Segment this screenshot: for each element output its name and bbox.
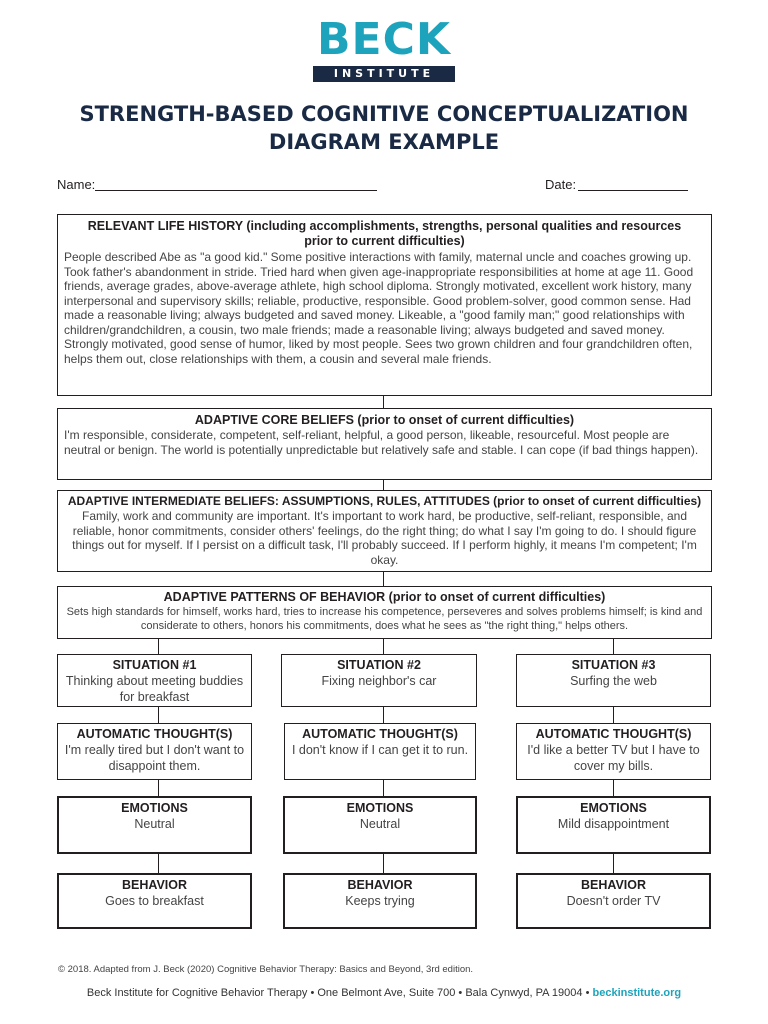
emotion-box-2 [283, 796, 477, 854]
behavior-box-3 [516, 873, 711, 929]
footer-address-line [40, 987, 728, 999]
logo-institute-bar: INSTITUTE [313, 66, 455, 82]
copyright-note: © 2018. Adapted from J. Beck (2020) Cognitive Behavior Therapy: Basics and Beyond, 3rd edition. [58, 964, 474, 975]
thought-heading: AUTOMATIC THOUGHT(S) [535, 727, 692, 741]
connector [613, 639, 614, 654]
situation-box-3 [516, 654, 711, 707]
life-history-heading-1: RELEVANT LIFE HISTORY (including accomplishments, strengths, personal qualities and resources [87, 219, 682, 233]
life-history-body: People described Abe as "a good kid." Some positive interactions with family, maternal uncle and coaches growing up. Took father's abandonment in stride. Tried hard when given age-inappropriate responsibilities at home at age 11. Good friends, average grades, above-average athlete, high school diploma. Strongly motivated, excellent work history, many interpersonal and supervisory skills; reliable, productive, responsible. Good problem-solver, good common sense. Had made a reasonable living; always budgeted and saved money. Likeable, a "good family man;" good relationships with children/grandchildren, a cousin, two male friends; made a reasonable living; always budgeted and saved money. Strongly motivated, good sense of humor, liked by most people. Sees two grown children and four grandchildren often, helps them out, close relationships with them, a cousin and several male friends. [64, 250, 694, 366]
thought-text: I'm really tired but I don't want to disappoint them. [64, 743, 245, 773]
core-beliefs-box [57, 408, 712, 480]
patterns-body: Sets high standards for himself, works hard, tries to increase his competence, perseveres and solves problems himself; is kind and considerate to others, honors his commitments, does what he sees as "the right thing," helps others. [66, 606, 703, 632]
thought-box-2 [284, 723, 476, 780]
thought-text: I'd like a better TV but I have to cover my bills. [527, 743, 700, 773]
behavior-heading: BEHAVIOR [347, 878, 413, 892]
core-beliefs-heading: ADAPTIVE CORE BELIEFS (prior to onset of current difficulties) [194, 413, 575, 427]
emotion-box-3 [516, 796, 711, 854]
behavior-box-1 [57, 873, 252, 929]
connector [158, 639, 159, 654]
patterns-box [57, 586, 712, 639]
connector [383, 854, 384, 873]
behavior-text: Goes to breakfast [105, 894, 204, 908]
date-label: Date: [545, 177, 577, 192]
thought-text: I don't know if I can get it to run. [291, 743, 469, 757]
connector [383, 480, 384, 490]
connector [383, 572, 384, 586]
emotion-text: Neutral [359, 817, 401, 831]
intermediate-beliefs-box [57, 490, 712, 572]
behavior-text: Doesn't order TV [566, 894, 661, 908]
connector [158, 707, 159, 723]
emotion-heading: EMOTIONS [346, 801, 414, 815]
behavior-text: Keeps trying [345, 894, 415, 908]
intermediate-beliefs-heading: ADAPTIVE INTERMEDIATE BELIEFS: ASSUMPTIONS, RULES, ATTITUDES (prior to onset of current difficulties) [67, 494, 702, 508]
connector [383, 780, 384, 796]
connector [383, 707, 384, 723]
thought-box-3 [516, 723, 711, 780]
page-title-line2: DIAGRAM EXAMPLE [268, 130, 500, 154]
connector [383, 396, 384, 408]
situation-heading: SITUATION #2 [337, 658, 421, 672]
intermediate-beliefs-body: Family, work and community are important. It's important to work hard, be productive, self-reliant, responsible, and reliable, honor commitments, consider others' feelings, do the right thing; do what I say I'm going to do. I should figure things out for myself. If I persist on a difficult task, I'll probably succeed. If I perform highly, it means I'm competent; I'm okay. [72, 509, 697, 567]
footer-address: Beck Institute for Cognitive Behavior Therapy • One Belmont Ave, Suite 700 • Bala Cynwyd, PA 19004 • [86, 987, 590, 999]
thought-heading: AUTOMATIC THOUGHT(S) [302, 727, 458, 741]
thought-heading: AUTOMATIC THOUGHT(S) [76, 727, 233, 741]
connector [158, 780, 159, 796]
situation-text: Surfing the web [570, 674, 657, 688]
core-beliefs-body: I'm responsible, considerate, competent, self-reliant, helpful, a good person, likeable, resourceful. Most people are neutral or benign. The world is potentially unpredictable but relatively safe and stable. I can cope (if bad things happen). [64, 428, 699, 457]
patterns-heading: ADAPTIVE PATTERNS OF BEHAVIOR (prior to onset of current difficulties) [163, 590, 606, 604]
connector [383, 639, 384, 654]
emotion-heading: EMOTIONS [121, 801, 188, 815]
situation-box-2 [281, 654, 477, 707]
date-field[interactable] [578, 190, 688, 191]
connector [613, 780, 614, 796]
situation-box-1 [57, 654, 252, 707]
situation-heading: SITUATION #3 [571, 658, 656, 672]
situation-text: Fixing neighbor's car [321, 674, 437, 688]
life-history-box [57, 214, 712, 396]
connector [613, 707, 614, 723]
logo-beck: BECK [317, 14, 451, 65]
emotion-text: Neutral [134, 817, 175, 831]
behavior-heading: BEHAVIOR [121, 878, 188, 892]
situation-text: Thinking about meeting buddies for breakfast [65, 674, 244, 704]
emotion-text: Mild disappointment [557, 817, 670, 831]
website-link[interactable]: beckinstitute.org [592, 987, 682, 999]
life-history-heading-2: prior to current difficulties) [304, 234, 465, 248]
connector [158, 854, 159, 873]
thought-box-1 [57, 723, 252, 780]
page-title-line1: STRENGTH-BASED COGNITIVE CONCEPTUALIZATION [79, 102, 689, 126]
behavior-box-2 [283, 873, 477, 929]
emotion-heading: EMOTIONS [580, 801, 647, 815]
name-field[interactable] [95, 190, 377, 191]
connector [613, 854, 614, 873]
behavior-heading: BEHAVIOR [580, 878, 647, 892]
emotion-box-1 [57, 796, 252, 854]
name-label: Name: [57, 177, 96, 192]
situation-heading: SITUATION #1 [112, 658, 197, 672]
